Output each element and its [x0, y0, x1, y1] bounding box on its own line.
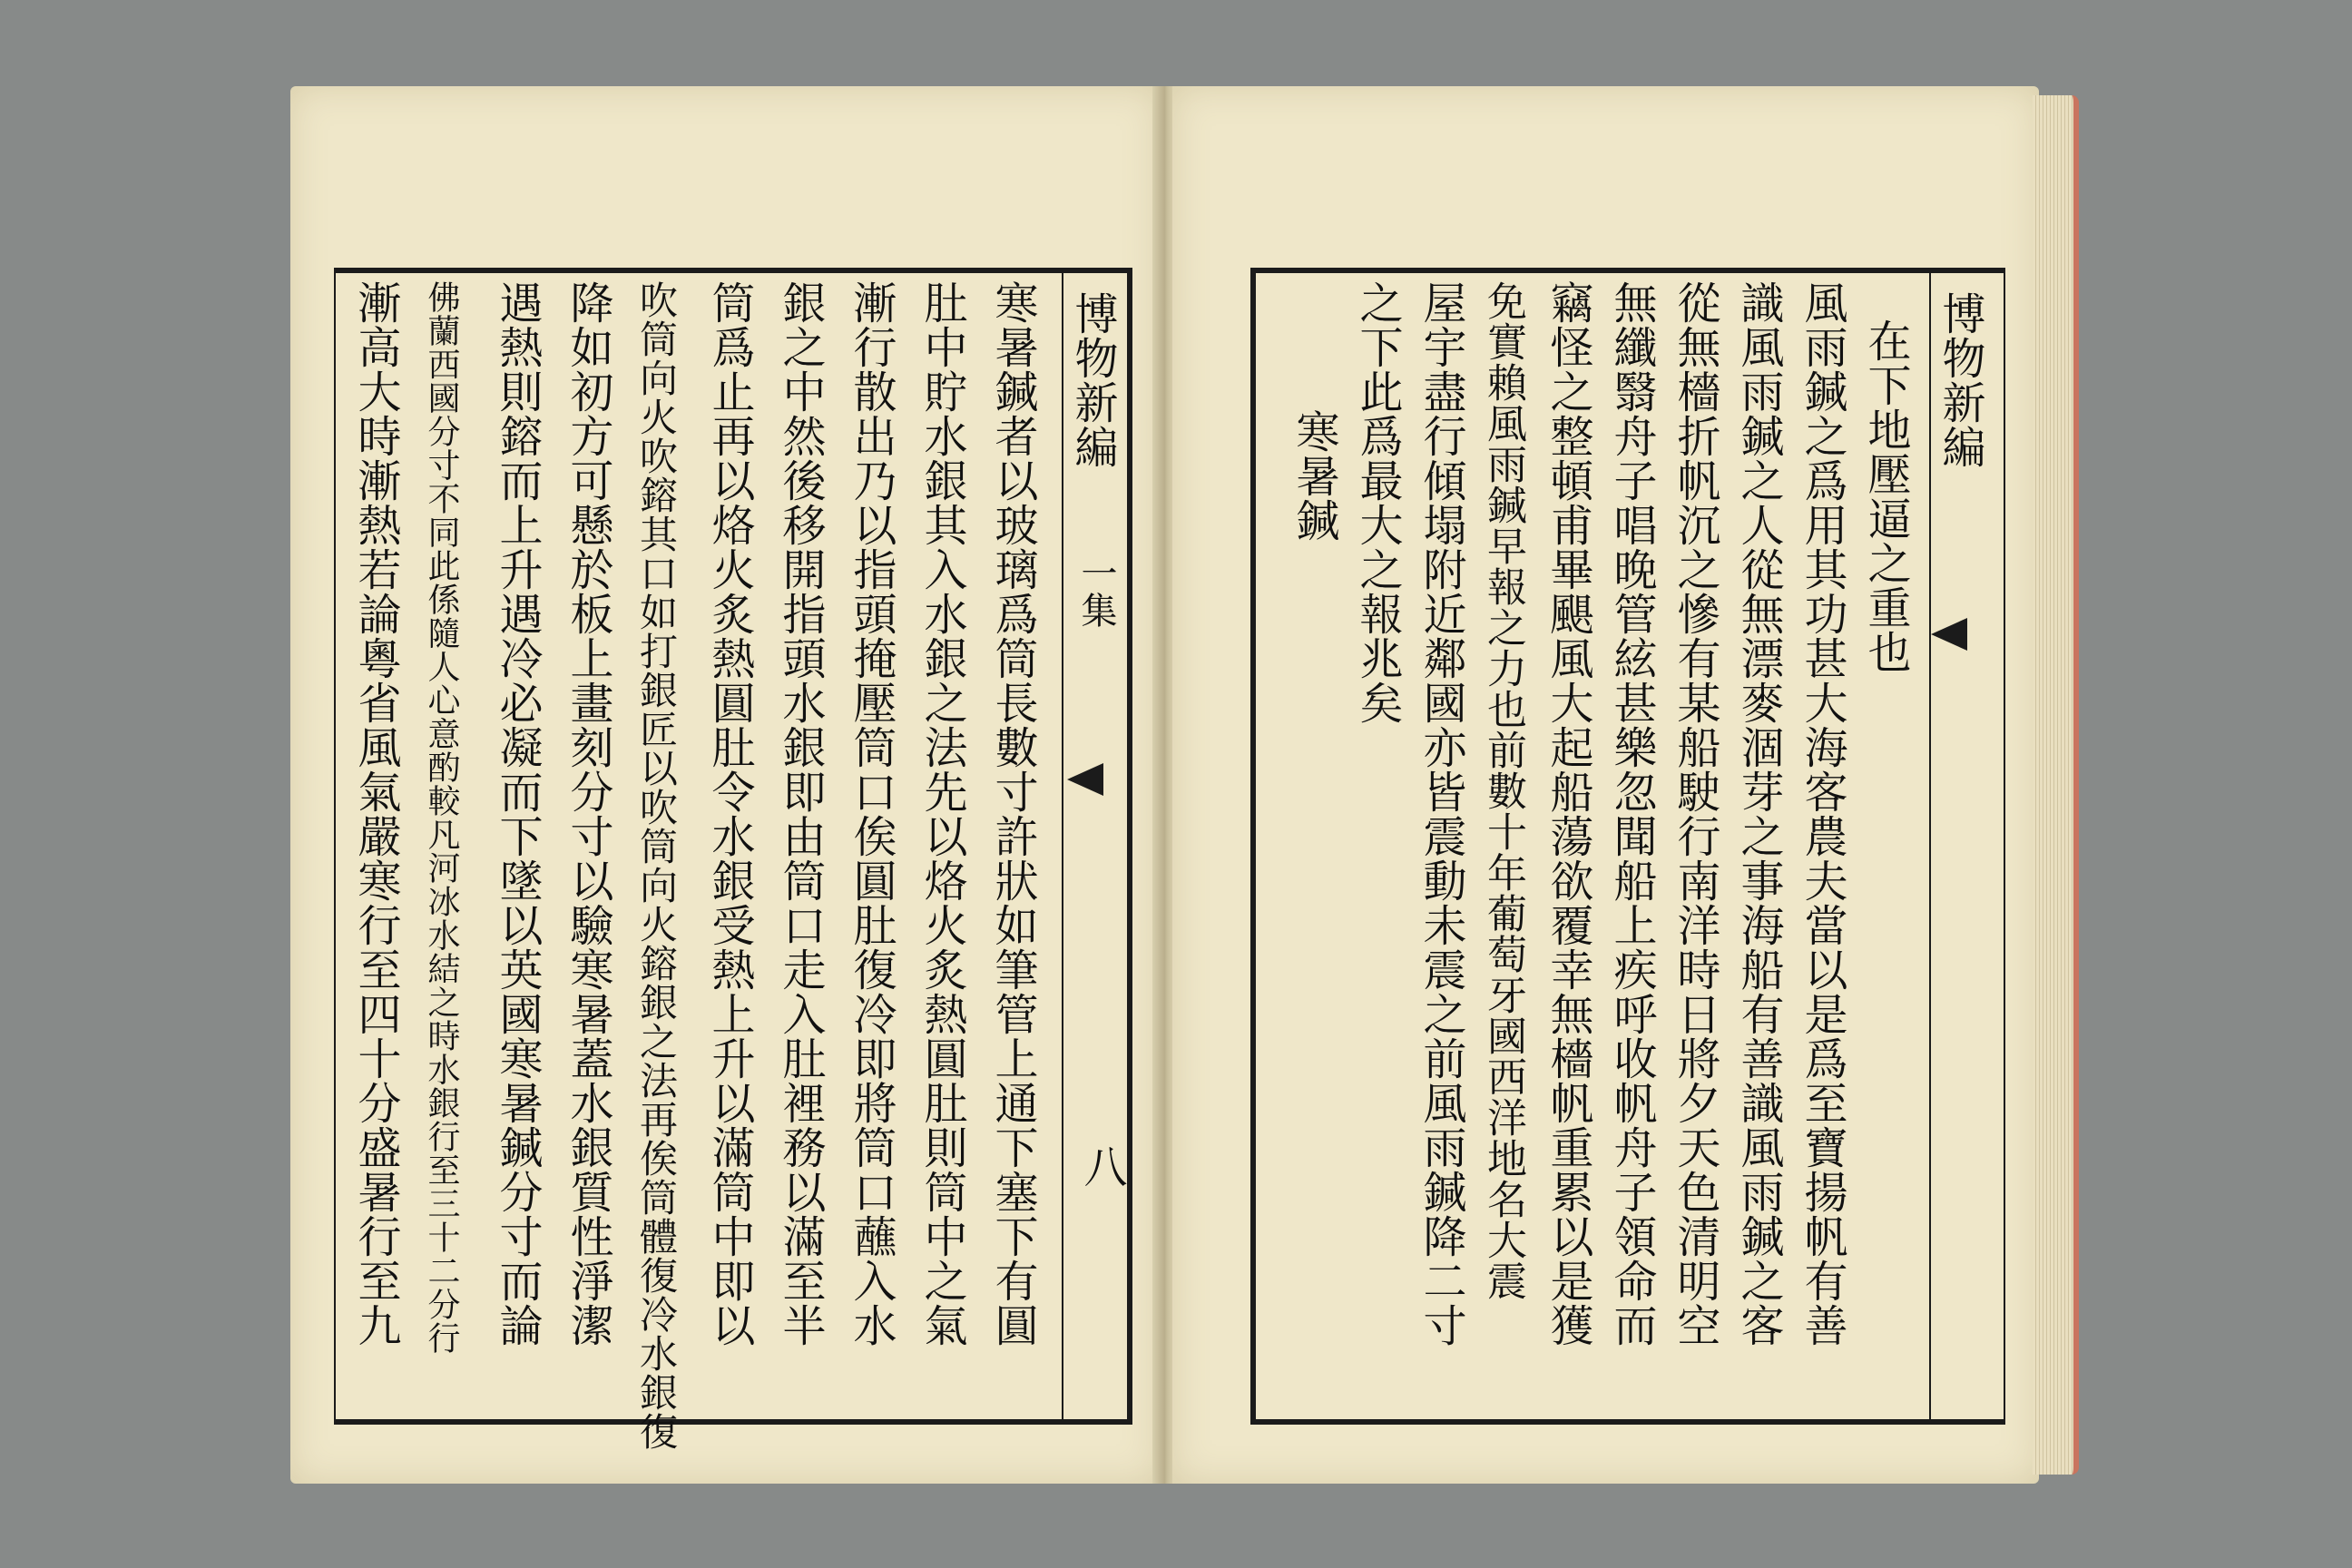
- text-column: 之下此爲最大之報兆矣: [1352, 280, 1403, 725]
- text-column: 屋宇盡行傾塌附近鄰國亦皆震動未震之前風雨鍼降二寸: [1416, 280, 1466, 1348]
- ban-title: 博物新編: [1935, 291, 1985, 469]
- text-column: 在下地壓逼之重也: [1860, 318, 1911, 674]
- text-column: 竊怪之整頓甫畢颶風大起船蕩欲覆幸無檣帆重累以是獲: [1543, 280, 1593, 1348]
- ban-volume: 一集: [1075, 554, 1117, 629]
- text-column: 漸行散出乃以指頭掩壓筒口俟圓肚復冷即將筒口蘸入水: [846, 280, 897, 1348]
- text-column: 肚中貯水銀其入水銀之法先以烙火炙熱圓肚則筒中之氣: [916, 280, 967, 1348]
- page-edges: [2033, 95, 2079, 1475]
- text-column: 識風雨鍼之人從無漂麥涸芽之事海船有善識風雨鍼之客: [1733, 280, 1784, 1348]
- left-text-frame: [334, 268, 1132, 1451]
- ban-xin-line: [1929, 273, 1931, 1419]
- section-heading: 寒暑鍼: [1289, 409, 1339, 543]
- text-column: 吹筒向火吹鎔其口如打銀匠以吹筒向火鎔銀之法再俟筒體復冷水銀復: [634, 280, 679, 1451]
- ban-xin-line: [1062, 273, 1063, 1419]
- text-column: 從無檣折帆沉之慘有某船駛行南洋時日將夕天色清明空: [1670, 280, 1720, 1348]
- right-text-frame: [1250, 268, 2005, 1425]
- text-column: 遇熱則鎔而上升遇冷必凝而下墜以英國寒暑鍼分寸而論: [492, 280, 543, 1348]
- text-column: 漸高大時漸熱若論粵省風氣嚴寒行至四十分盛暑行至九: [350, 280, 401, 1348]
- fish-tail-mark: [1931, 618, 1967, 651]
- ban-title: 博物新編: [1067, 291, 1118, 469]
- text-column: 免實賴風雨鍼早報之力也前數十年葡萄牙國西洋地名大震: [1480, 280, 1526, 1301]
- fish-tail-mark: [1067, 763, 1103, 796]
- text-column: 筒爲止再以烙火炙熱圓肚令水銀受熱上升以滿筒中即以: [704, 280, 755, 1348]
- text-column: 風雨鍼之爲用其功甚大海客農夫當以是爲至寶揚帆有善: [1797, 280, 1847, 1348]
- text-column: 降如初方可懸於板上畫刻分寸以驗寒暑蓋水銀質性淨潔: [563, 280, 613, 1348]
- text-column: 寒暑鍼者以玻璃爲筒長數寸許狀如筆管上通下塞下有圓: [987, 280, 1038, 1348]
- text-column: 銀之中然後移開指頭水銀即由筒口走入肚裡務以滿至半: [775, 280, 826, 1348]
- text-column: 佛蘭西國分寸不同此係隨人心意酌較凡河冰水結之時水銀行至三十二分行: [423, 280, 460, 1355]
- open-book: [290, 86, 2078, 1484]
- folio-number: 八: [1076, 1144, 1127, 1189]
- text-column: 無纖翳舟子唱晚管絃甚樂忽聞船上疾呼收帆舟子領命而: [1606, 280, 1657, 1348]
